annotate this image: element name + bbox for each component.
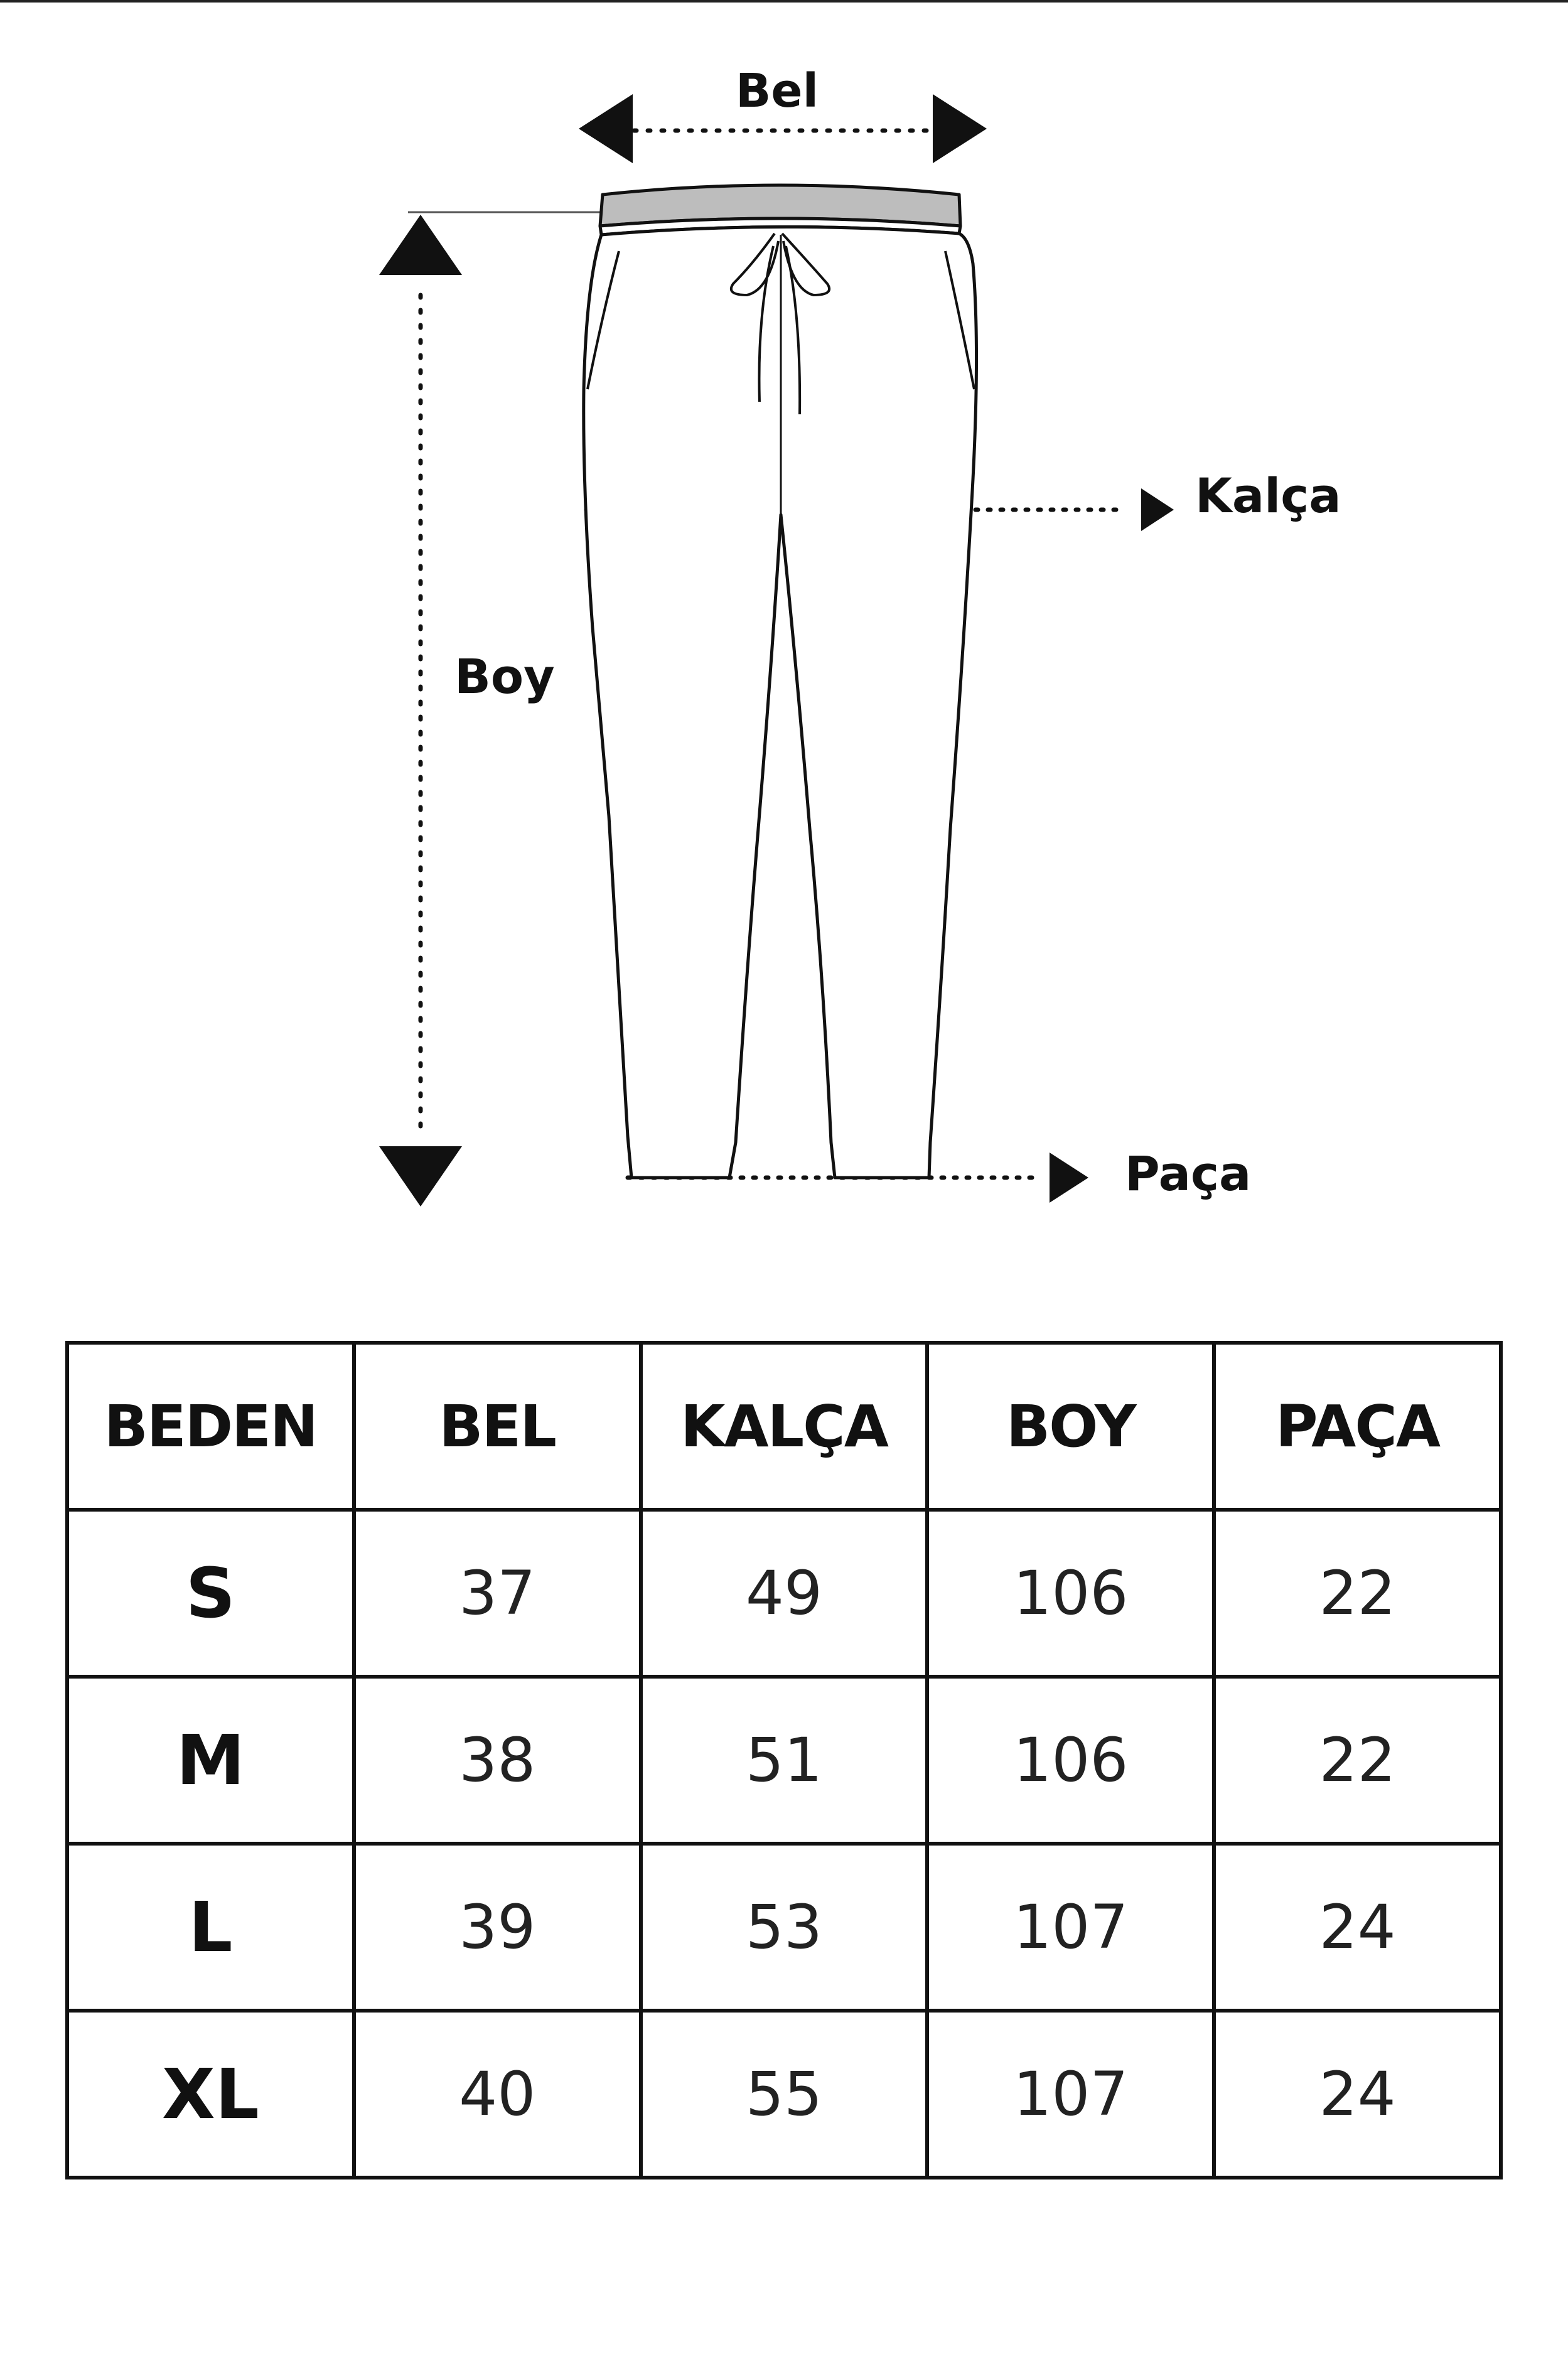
- length-cell: 106: [927, 1677, 1214, 1844]
- waist-cell: 39: [354, 1844, 641, 2011]
- hem-label: Paça: [1125, 1146, 1252, 1201]
- header-cell-hip: KALÇA: [641, 1343, 928, 1510]
- hip-label: Kalça: [1195, 468, 1341, 524]
- length-label: Boy: [454, 648, 555, 704]
- hip-cell: 51: [641, 1677, 928, 1844]
- size-cell: M: [67, 1677, 354, 1844]
- size-cell: XL: [67, 2011, 354, 2178]
- hip-cell: 49: [641, 1510, 928, 1677]
- hem-cell: 22: [1214, 1677, 1501, 1844]
- size-cell: L: [67, 1844, 354, 2011]
- header-cell-size: BEDEN: [67, 1343, 354, 1510]
- length-cell: 107: [927, 2011, 1214, 2178]
- pants-drawing: [584, 185, 977, 1178]
- waist-label: Bel: [736, 64, 819, 118]
- hip-cell: 53: [641, 1844, 928, 2011]
- table-row: [67, 1844, 1501, 2011]
- hem-cell: 22: [1214, 1510, 1501, 1677]
- waist-cell: 38: [354, 1677, 641, 1844]
- table-row: [67, 1677, 1501, 1844]
- table-row: [67, 1510, 1501, 1677]
- hip-cell: 55: [641, 2011, 928, 2178]
- table-row: [67, 2011, 1501, 2178]
- header-cell-waist: BEL: [354, 1343, 641, 1510]
- length-cell: 106: [927, 1510, 1214, 1677]
- hem-cell: 24: [1214, 2011, 1501, 2178]
- waist-cell: 37: [354, 1510, 641, 1677]
- length-cell: 107: [927, 1844, 1214, 2011]
- size-cell: S: [67, 1510, 354, 1677]
- size-chart-table: [65, 1341, 1503, 2179]
- header-cell-length: BOY: [927, 1343, 1214, 1510]
- hem-cell: 24: [1214, 1844, 1501, 2011]
- length-arrow: [379, 212, 603, 1207]
- header-cell-hem: PAÇA: [1214, 1343, 1501, 1510]
- waist-cell: 40: [354, 2011, 641, 2178]
- table-header-row: [67, 1343, 1501, 1510]
